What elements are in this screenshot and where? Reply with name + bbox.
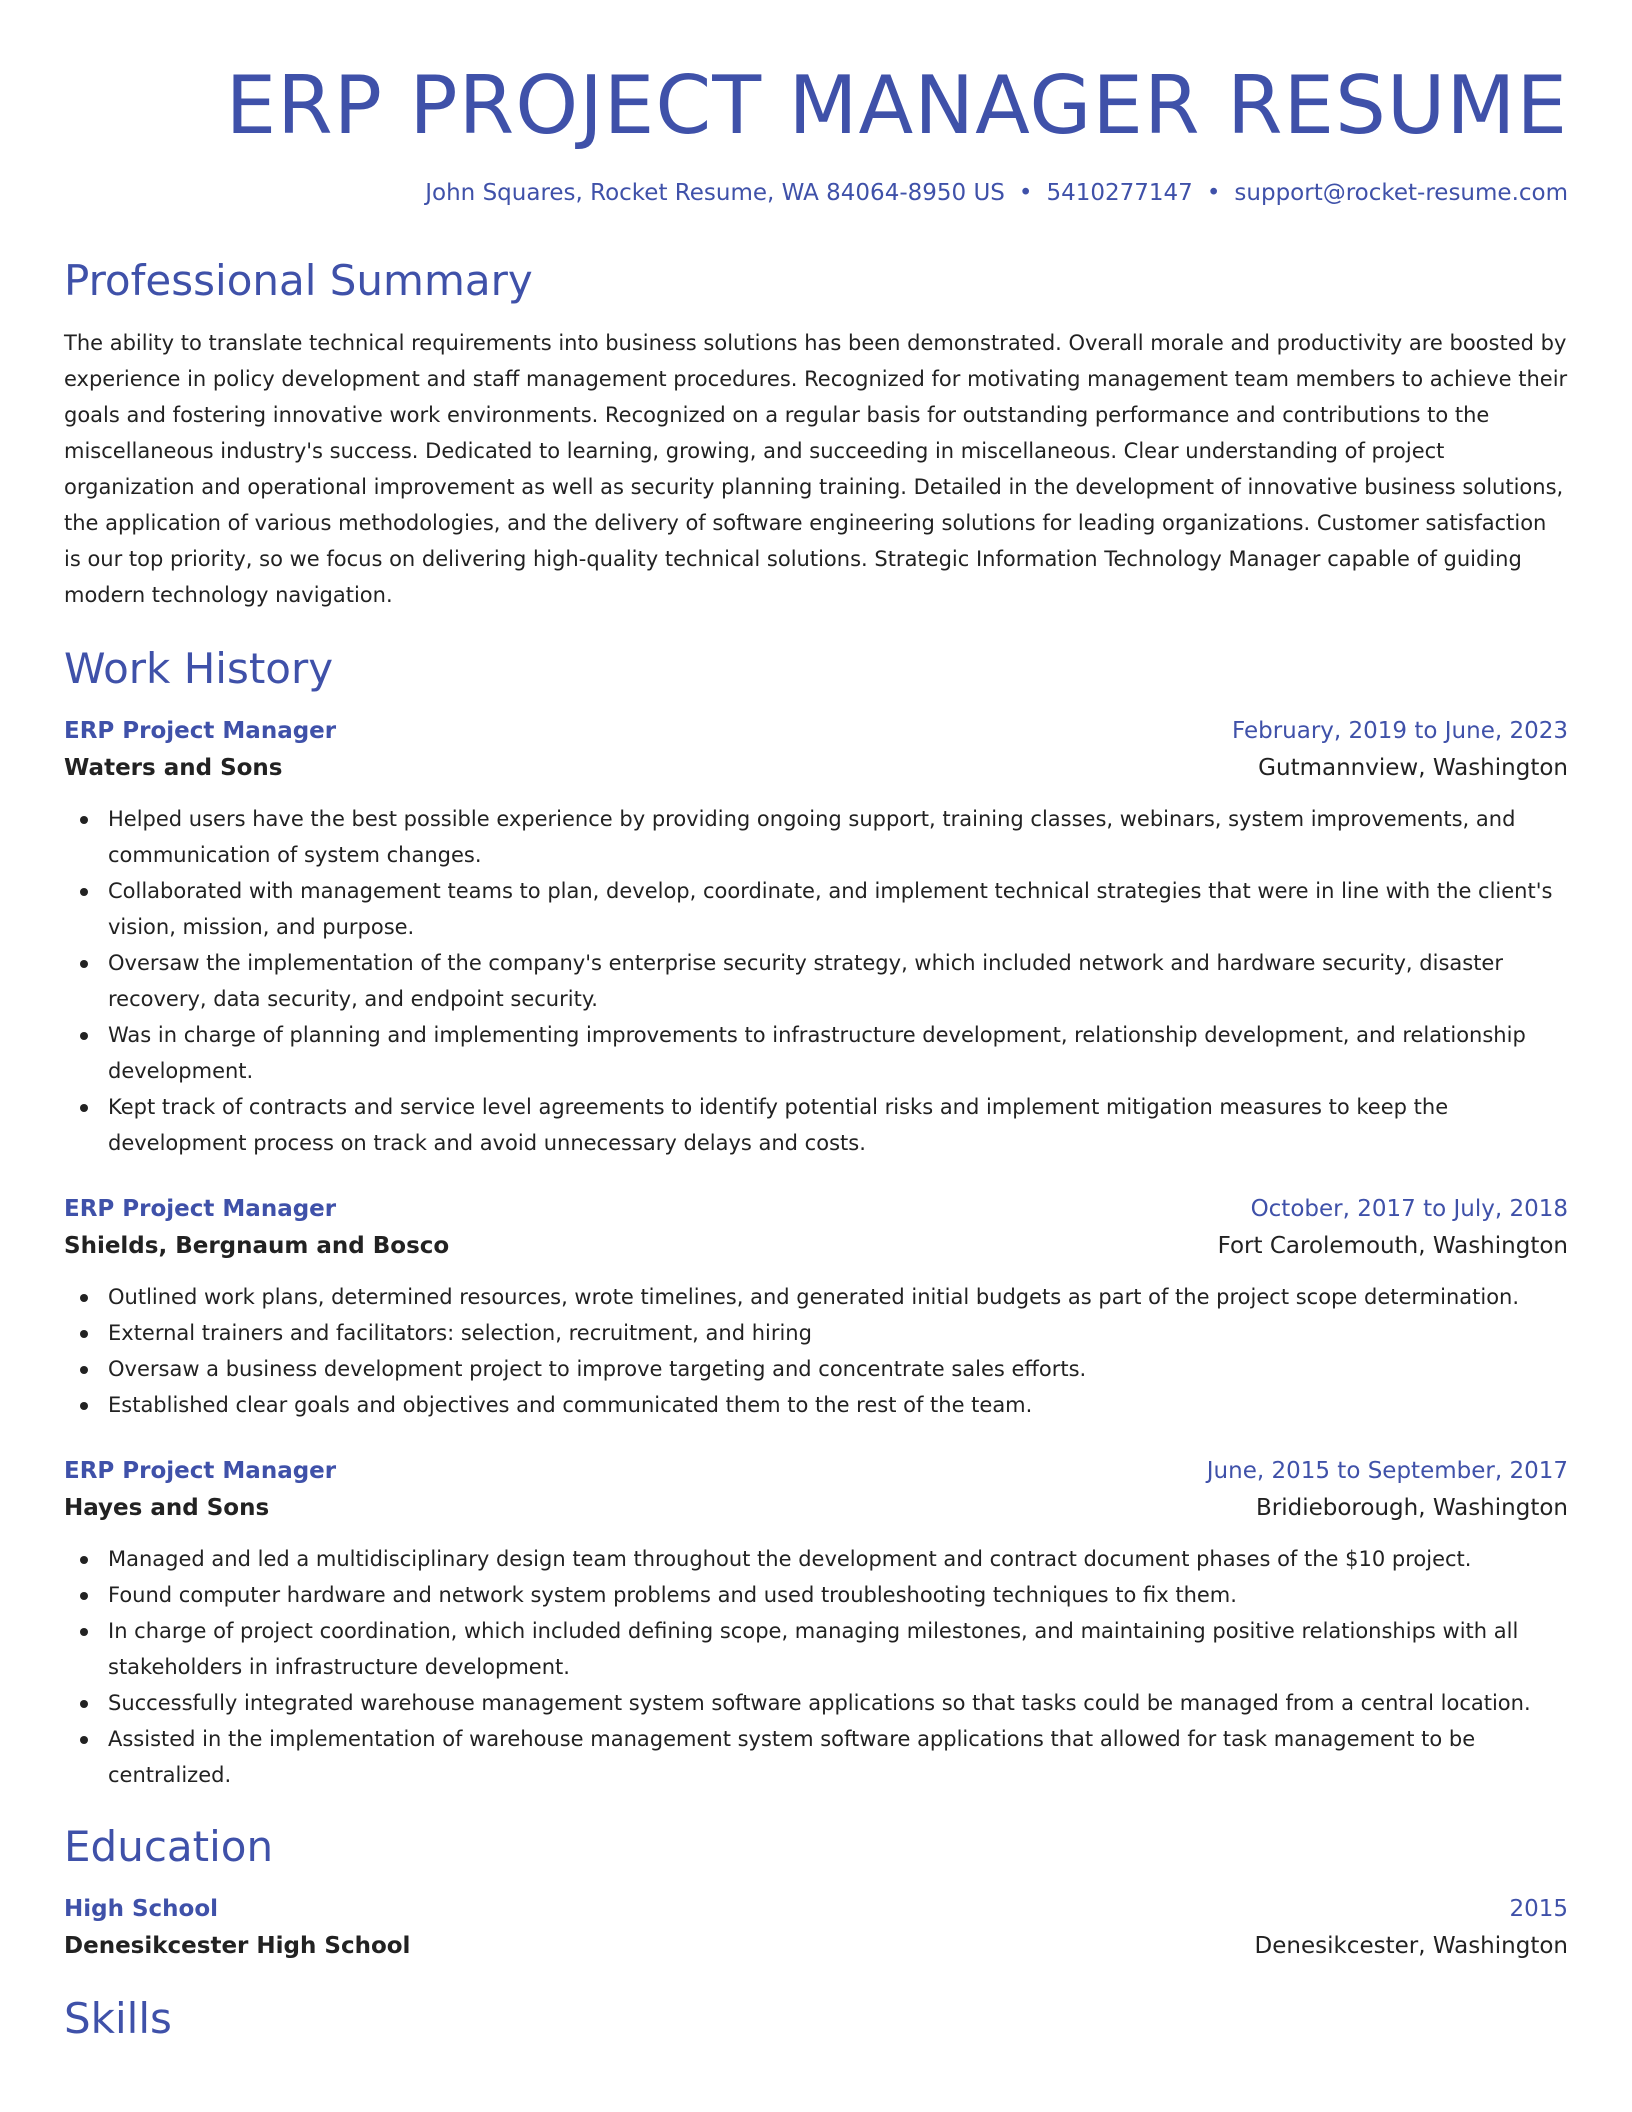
- job-bullet: Found computer hardware and network system problems and used troubleshooting techniques to fix them.: [108, 1577, 1568, 1613]
- skills-heading: Skills: [64, 1994, 172, 2043]
- job-company: Hayes and Sons: [64, 1495, 270, 1521]
- contact-separator: •: [1206, 180, 1221, 206]
- job-role: ERP Project Manager: [64, 1196, 337, 1222]
- contact-phone: 5410277147: [1046, 180, 1193, 206]
- education-location: Denesikcester, Washington: [1254, 1933, 1568, 1959]
- job-role: ERP Project Manager: [64, 1458, 337, 1484]
- job-header: [64, 1191, 1568, 1227]
- job-bullet: Established clear goals and objectives and communicated them to the rest of the team.: [108, 1387, 1568, 1423]
- summary-section: [64, 255, 1568, 613]
- education-section: [64, 1821, 1568, 1965]
- job-subheader: [64, 1489, 1568, 1527]
- job-bullet: Helped users have the best possible experience by providing ongoing support, training classes, webinars, system improvements, and communication of system changes.: [108, 801, 1568, 873]
- job-role: ERP Project Manager: [64, 718, 337, 744]
- contact-address: John Squares, Rocket Resume, WA 84064-8950 US: [425, 180, 1005, 206]
- job-header: [64, 1453, 1568, 1489]
- job-location: Fort Carolemouth, Washington: [1217, 1233, 1568, 1259]
- education-school: Denesikcester High School: [64, 1933, 411, 1959]
- contact-separator: •: [1018, 180, 1033, 206]
- resume-title: ERP PROJECT MANAGER RESUME: [225, 59, 1568, 152]
- job-subheader: [64, 749, 1568, 787]
- skills-section: [64, 1993, 1568, 2045]
- job-bullet: Managed and led a multidisciplinary design team throughout the development and contract document phases of the $10 project.: [108, 1541, 1568, 1577]
- job-subheader: [64, 1227, 1568, 1265]
- job-bullet: Was in charge of planning and implementing improvements to infrastructure development, relationship development, and relationship development.: [108, 1017, 1568, 1089]
- job-bullet: Kept track of contracts and service level agreements to identify potential risks and implement mitigation measures to keep the development process on track and avoid unnecessary delays and costs.: [108, 1089, 1568, 1161]
- job-entry: [64, 713, 1568, 1161]
- job-entry: [64, 1191, 1568, 1423]
- job-company: Waters and Sons: [64, 755, 283, 781]
- education-entry: [64, 1891, 1568, 1965]
- job-bullet: In charge of project coordination, which included defining scope, managing milestones, and maintaining positive relationships with all stakeholders in infrastructure development.: [108, 1613, 1568, 1685]
- work-history-section: [64, 643, 1568, 1793]
- education-degree: High School: [64, 1896, 219, 1922]
- job-company: Shields, Bergnaum and Bosco: [64, 1233, 450, 1259]
- job-bullets: [64, 1541, 1568, 1793]
- summary-heading: Professional Summary: [64, 256, 533, 305]
- summary-text: The ability to translate technical requirements into business solutions has been demonstrated. Overall morale and productivity are boosted by experience in policy development and staff management procedures. Recognized for motivating management team members to achieve their goals and fostering innovative work environments. Recognized on a regular basis for outstanding performance and contributions to the miscellaneous industry's success. Dedicated to learning, growing, and succeeding in miscellaneous. Clear understanding of project organization and operational improvement as well as security planning training. Detailed in the development of innovative business solutions, the application of various methodologies, and the delivery of software engineering solutions for leading organizations. Customer satisfaction is our top priority, so we focus on delivering high-quality technical solutions. Strategic Information Technology Manager capable of guiding modern technology navigation.: [64, 331, 1568, 607]
- job-bullet: Outlined work plans, determined resources, wrote timelines, and generated initial budgets as part of the project scope determination.: [108, 1279, 1568, 1315]
- contact-line: [64, 178, 1568, 208]
- job-dates: February, 2019 to June, 2023: [1231, 718, 1568, 744]
- job-bullet: Collaborated with management teams to plan, develop, coordinate, and implement technical strategies that were in line with the client's vision, mission, and purpose.: [108, 873, 1568, 945]
- job-bullet: Oversaw a business development project to improve targeting and concentrate sales efforts.: [108, 1351, 1568, 1387]
- job-dates: June, 2015 to September, 2017: [1206, 1458, 1568, 1484]
- education-subheader: [64, 1927, 1568, 1965]
- job-bullet: External trainers and facilitators: selection, recruitment, and hiring: [108, 1315, 1568, 1351]
- education-header: [64, 1891, 1568, 1927]
- job-bullet: Oversaw the implementation of the company's enterprise security strategy, which included network and hardware security, disaster recovery, data security, and endpoint security.: [108, 945, 1568, 1017]
- job-dates: October, 2017 to July, 2018: [1250, 1196, 1568, 1222]
- work-history-heading: Work History: [64, 644, 334, 693]
- job-header: [64, 713, 1568, 749]
- education-year: 2015: [1509, 1896, 1568, 1922]
- resume-page: [64, 0, 1568, 2045]
- job-bullets: [64, 1279, 1568, 1423]
- job-bullet: Assisted in the implementation of warehouse management system software applications that allowed for task management to be centralized.: [108, 1721, 1568, 1793]
- education-heading: Education: [64, 1822, 274, 1871]
- job-bullet: Successfully integrated warehouse management system software applications so that tasks could be managed from a central location.: [108, 1685, 1568, 1721]
- job-bullets: [64, 801, 1568, 1161]
- contact-email: support@rocket-resume.com: [1234, 180, 1568, 206]
- job-location: Gutmannview, Washington: [1258, 755, 1568, 781]
- job-entry: [64, 1453, 1568, 1793]
- job-location: Bridieborough, Washington: [1256, 1495, 1568, 1521]
